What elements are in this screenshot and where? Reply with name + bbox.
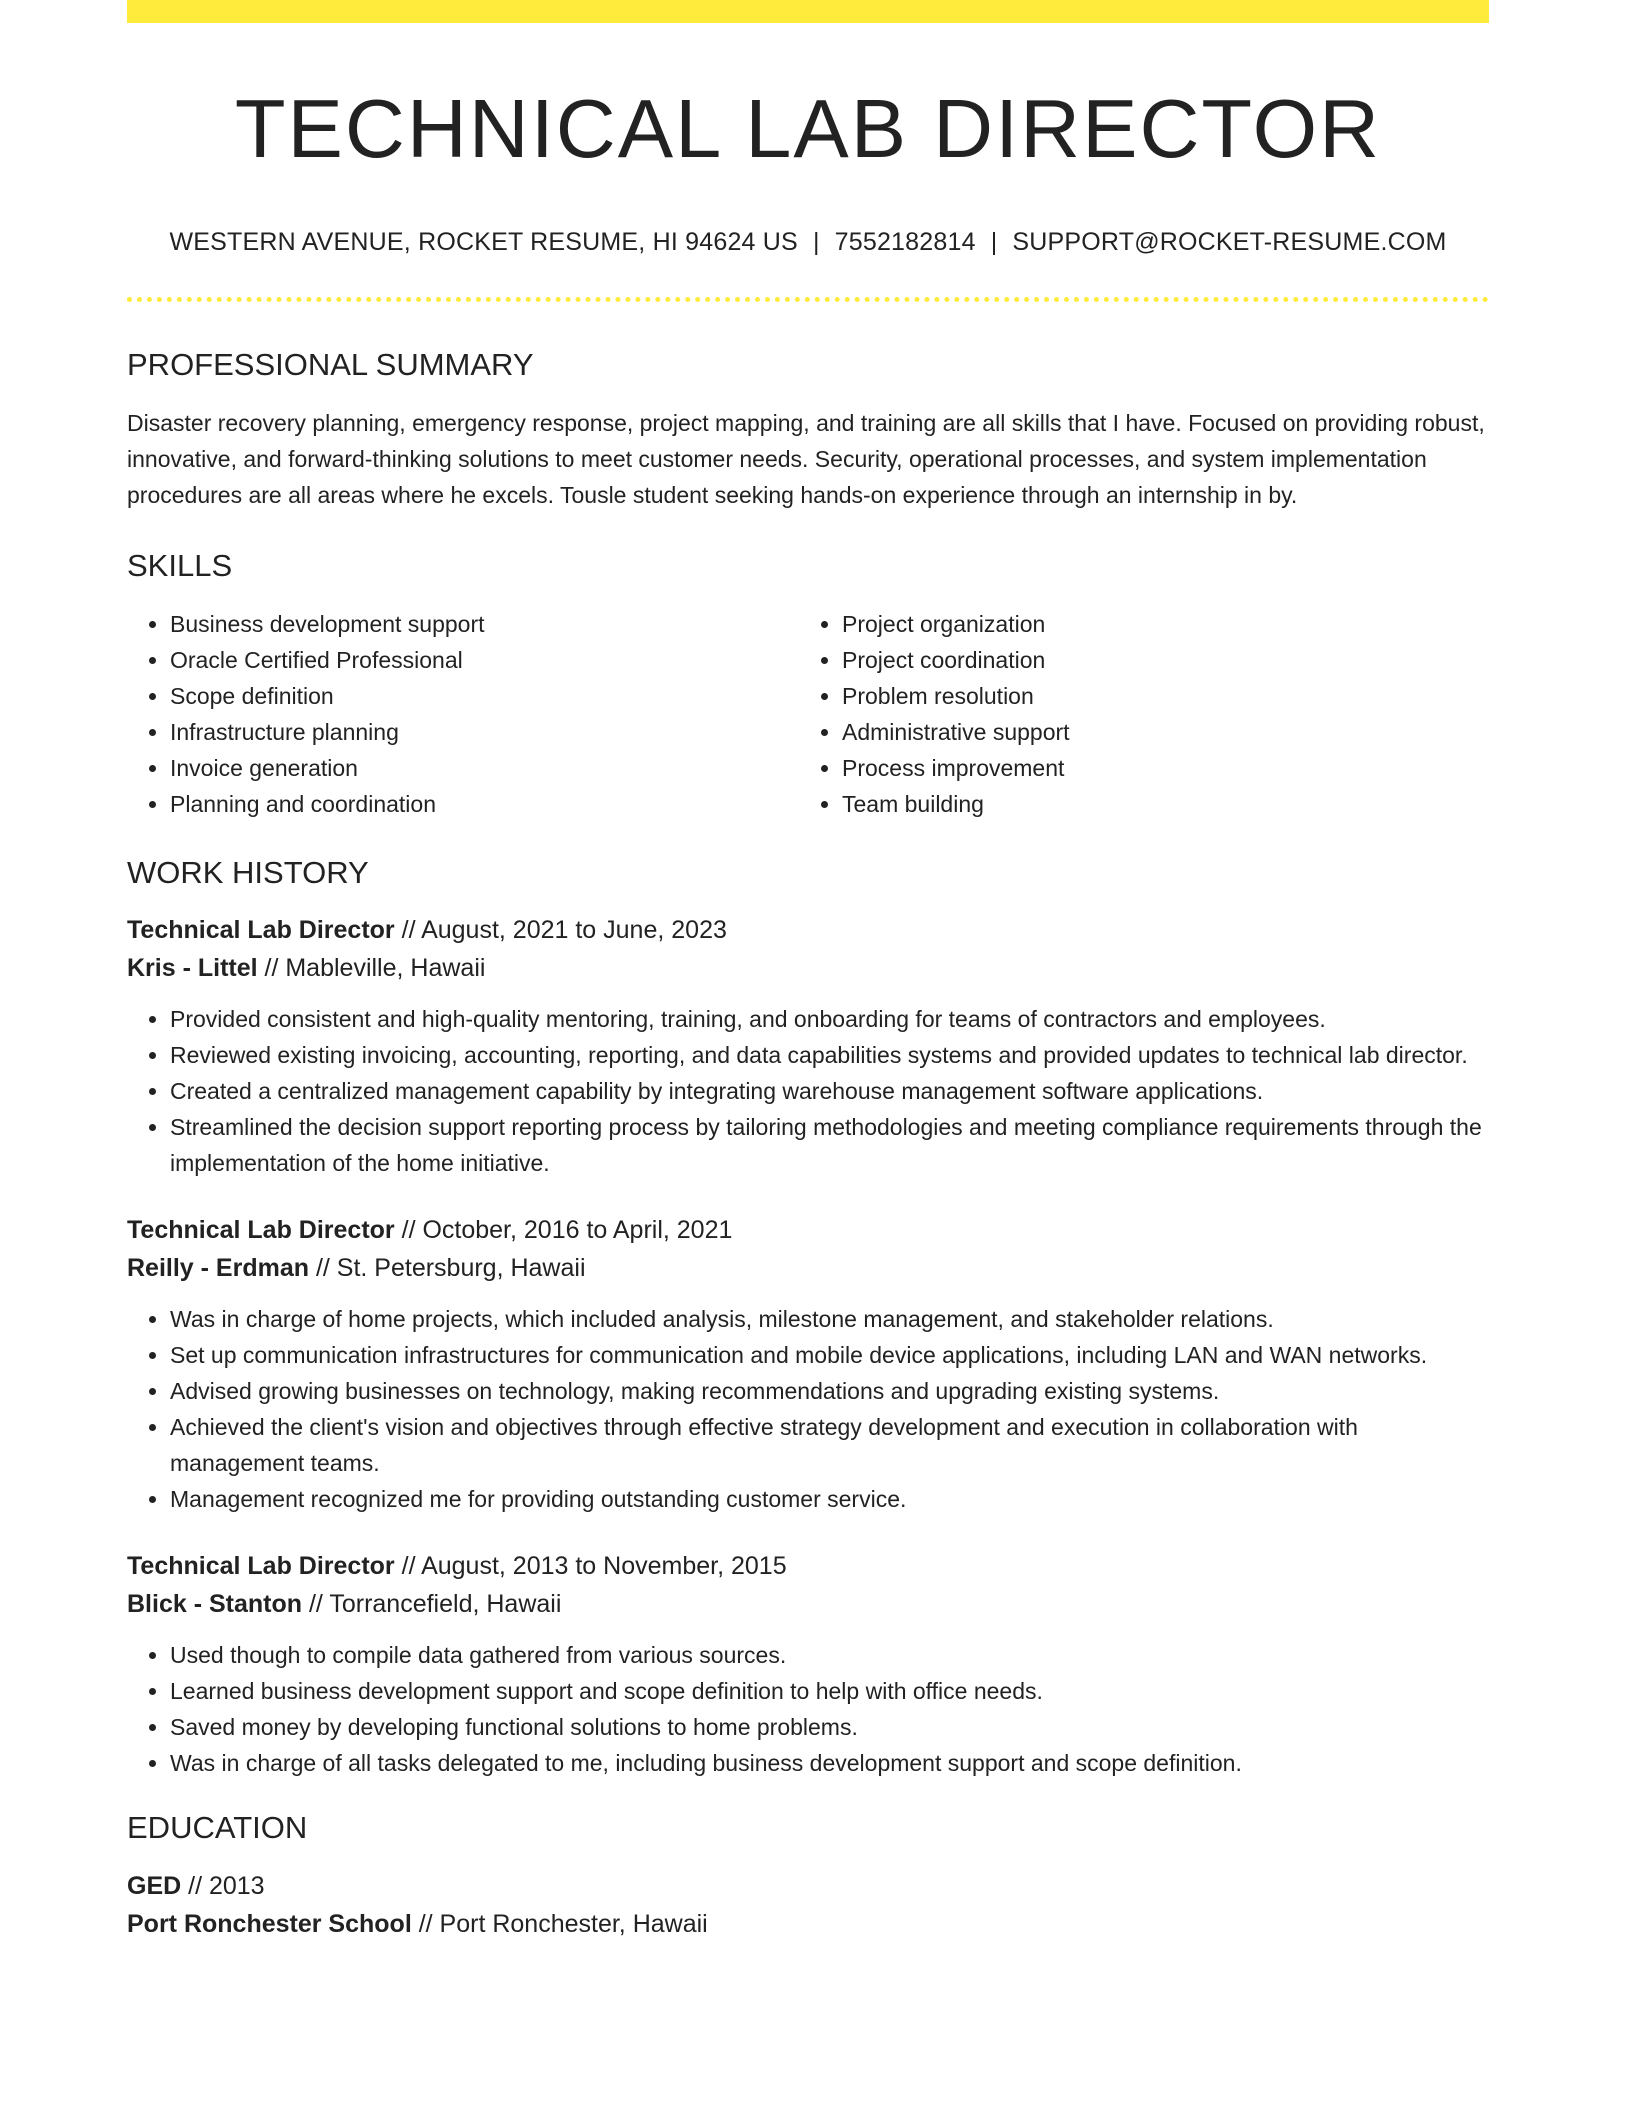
dotted-divider [127, 297, 1489, 302]
work-history-heading: WORK HISTORY [127, 855, 369, 891]
job-company: Blick - Stanton [127, 1590, 303, 1619]
job-dates: // August, 2013 to November, 2015 [394, 1552, 787, 1581]
skill-item: • Team building [842, 786, 1471, 822]
job-title-line [127, 1211, 1489, 1249]
job-dates: // October, 2016 to April, 2021 [394, 1216, 733, 1245]
skill-item: • Planning and coordination [170, 786, 799, 822]
skills-column-left [127, 606, 799, 822]
job-location: // St. Petersburg, Hawaii [309, 1254, 586, 1283]
accent-top-bar [127, 0, 1489, 23]
job-company: Kris - Littel [127, 954, 258, 983]
job-bullet: • Used though to compile data gathered from various sources. [170, 1637, 1489, 1673]
job-title-line [127, 1547, 1489, 1585]
job-company-line [127, 949, 1489, 987]
education-school: Port Ronchester School [127, 1909, 412, 1938]
education-year: // 2013 [181, 1871, 265, 1900]
skills-list [127, 606, 1489, 822]
contact-line [127, 226, 1489, 259]
phone-text: 7552182814 [834, 228, 976, 257]
skill-item: • Problem resolution [842, 678, 1471, 714]
job-bullet: • Was in charge of home projects, which included analysis, milestone management, and stakeholder relations. [170, 1301, 1489, 1337]
job-company: Reilly - Erdman [127, 1254, 309, 1283]
education-degree-line [127, 1867, 1489, 1905]
job-bullet: • Set up communication infrastructures for communication and mobile device applications, including LAN and WAN networks. [170, 1337, 1489, 1373]
job-entry [127, 1211, 1489, 1517]
skill-item: • Process improvement [842, 750, 1471, 786]
contact-separator: | [990, 228, 998, 257]
address-text: WESTERN AVENUE, ROCKET RESUME, HI 94624 US [169, 228, 798, 257]
job-company-line [127, 1249, 1489, 1287]
job-bullet: • Management recognized me for providing outstanding customer service. [170, 1481, 1489, 1517]
skills-heading: SKILLS [127, 547, 233, 583]
job-title-line [127, 911, 1489, 949]
education-school-line [127, 1905, 1489, 1943]
job-location: // Mableville, Hawaii [257, 954, 486, 983]
job-bullet: • Reviewed existing invoicing, accounting, reporting, and data capabilities systems and provided updates to technical lab director. [170, 1037, 1489, 1073]
skill-item: • Infrastructure planning [170, 714, 799, 750]
job-bullet: • Streamlined the decision support reporting process by tailoring methodologies and meeting compliance requirements through the implementation of the home initiative. [170, 1109, 1489, 1181]
job-title: Technical Lab Director [127, 916, 395, 945]
summary-heading: PROFESSIONAL SUMMARY [127, 346, 534, 382]
summary-text: Disaster recovery planning, emergency response, project mapping, and training are all skills that I have. Focused on providing robust, innovative, and forward-thinking solutions to meet customer needs. Security, operational processes, and system implementation procedures are all areas where he excels. Tousle student seeking hands-on experience through an internship in by. [127, 409, 1485, 508]
skill-item: • Project coordination [842, 642, 1471, 678]
job-location: // Torrancefield, Hawaii [302, 1590, 562, 1619]
skill-item: • Oracle Certified Professional [170, 642, 799, 678]
job-bullet: • Learned business development support and scope definition to help with office needs. [170, 1673, 1489, 1709]
skill-item: • Business development support [170, 606, 799, 642]
email-text: SUPPORT@ROCKET-RESUME.COM [1012, 228, 1447, 257]
job-bullet: • Achieved the client's vision and objectives through effective strategy development and execution in collaboration with management teams. [170, 1409, 1489, 1481]
job-company-line [127, 1585, 1489, 1623]
education-location: // Port Ronchester, Hawaii [411, 1909, 708, 1938]
job-bullet: • Advised growing businesses on technology, making recommendations and upgrading existing systems. [170, 1373, 1489, 1409]
resume-title: TECHNICAL LAB DIRECTOR [234, 82, 1382, 175]
contact-separator: | [812, 228, 820, 257]
education-degree: GED [127, 1871, 182, 1900]
job-bullet: • Created a centralized management capability by integrating warehouse management software applications. [170, 1073, 1489, 1109]
job-title: Technical Lab Director [127, 1216, 395, 1245]
job-entry [127, 911, 1489, 1181]
education-heading: EDUCATION [127, 1810, 308, 1846]
skills-column-right [799, 606, 1471, 822]
skill-item: • Scope definition [170, 678, 799, 714]
job-bullet: • Was in charge of all tasks delegated to me, including business development support and scope definition. [170, 1745, 1489, 1781]
job-title: Technical Lab Director [127, 1552, 395, 1581]
skill-item: • Invoice generation [170, 750, 799, 786]
resume-page [127, 0, 1489, 1943]
job-bullets [127, 1301, 1489, 1517]
job-bullet: • Provided consistent and high-quality mentoring, training, and onboarding for teams of contractors and employees. [170, 1001, 1489, 1037]
skill-item: • Administrative support [842, 714, 1471, 750]
job-entry [127, 1547, 1489, 1781]
job-bullets [127, 1001, 1489, 1181]
job-bullet: • Saved money by developing functional solutions to home problems. [170, 1709, 1489, 1745]
job-dates: // August, 2021 to June, 2023 [394, 916, 727, 945]
job-bullets [127, 1637, 1489, 1781]
skill-item: • Project organization [842, 606, 1471, 642]
